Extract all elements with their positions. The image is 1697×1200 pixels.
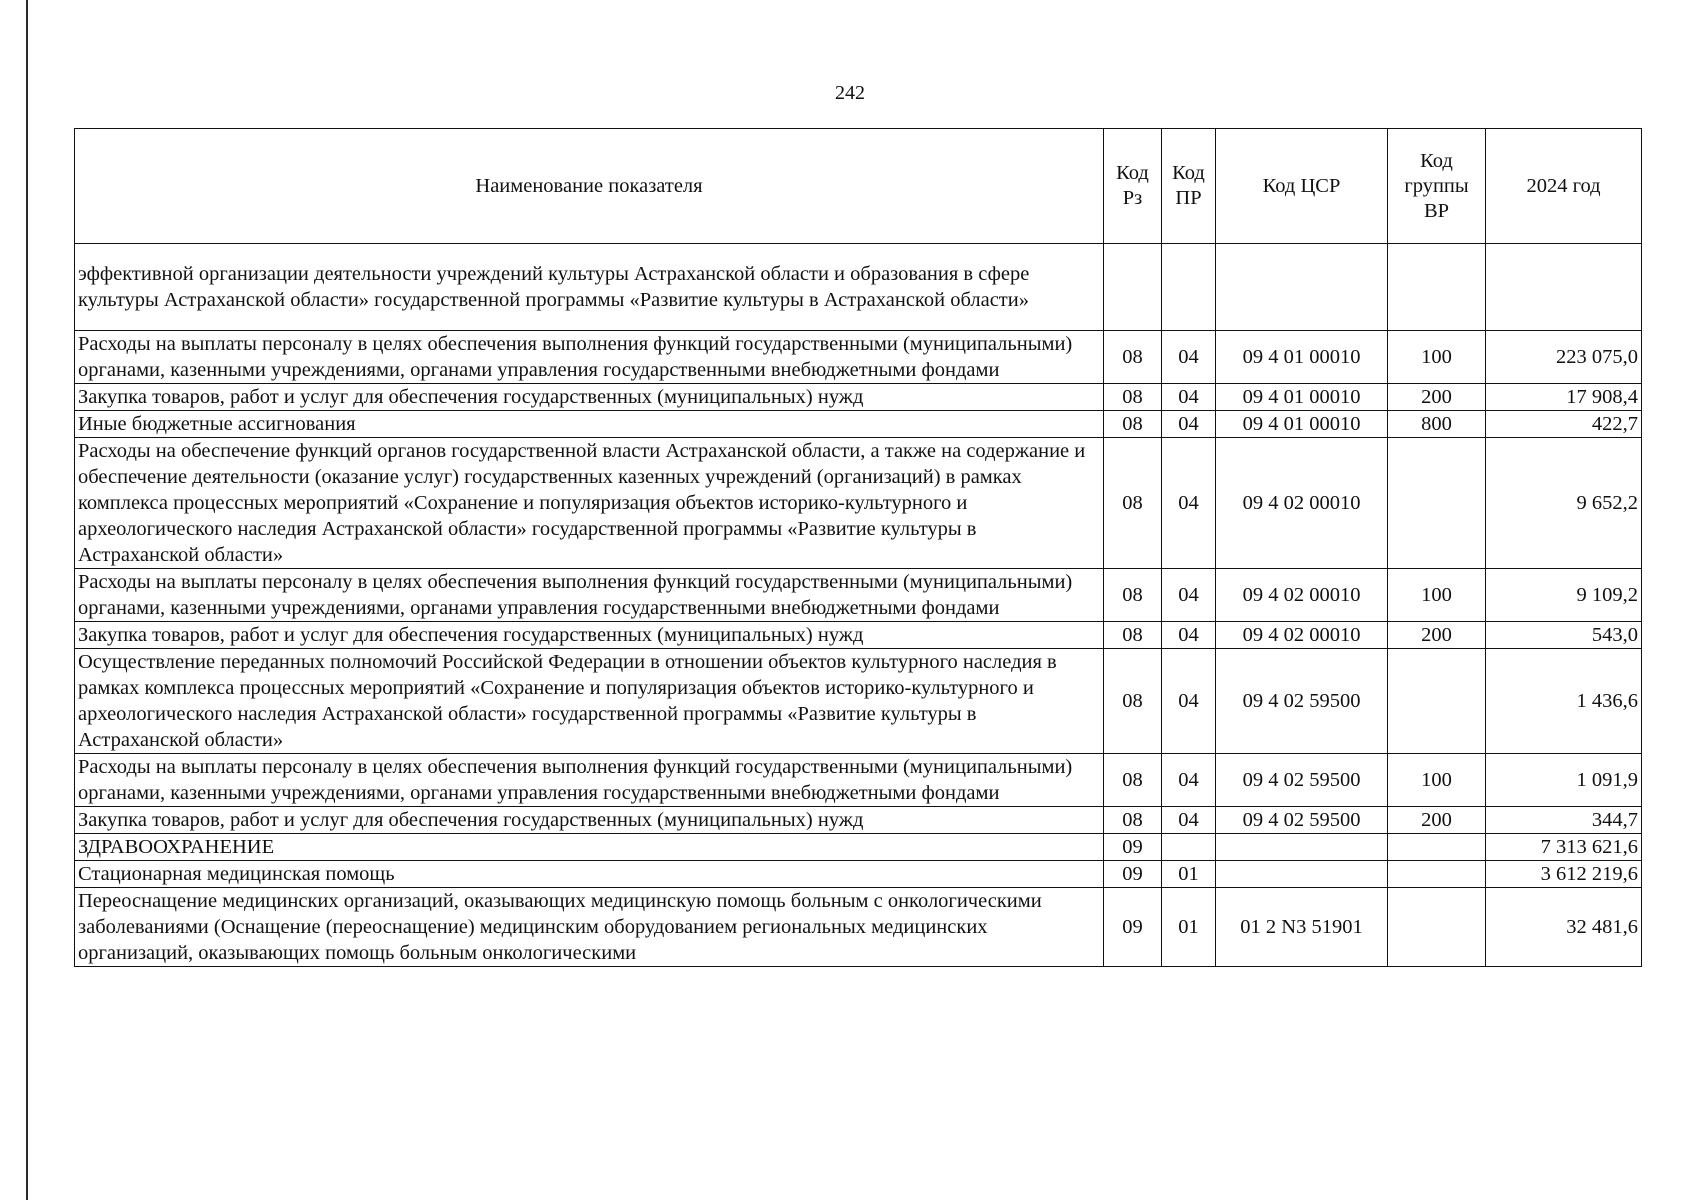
row-name: Расходы на обеспечение функций органов государственной власти Астраханской области, а также на содержание и обеспечение деятельности (оказание услуг) государственных казенных учреждений (организаций) в рамках комплекса процессных мероприятий «Сохранение и популяризация объектов историко-культурного и археологического наследия Астраханской области» государственной программы «Развитие культуры в Астраханской области»: [75, 438, 1104, 569]
row-vr: 100: [1388, 331, 1486, 384]
table-row: [75, 569, 1642, 622]
left-margin-rule: [26, 0, 28, 1200]
row-csr: [1216, 244, 1388, 331]
row-sum: 1 091,9: [1486, 754, 1642, 807]
row-rz: 08: [1104, 569, 1162, 622]
table-row: [75, 807, 1642, 834]
row-rz: 09: [1104, 861, 1162, 888]
row-name: Переоснащение медицинских организаций, оказывающих медицинскую помощь больным с онкологическими заболеваниями (Оснащение (переоснащение) медицинским оборудованием региональных медицинских организаций, оказывающих помощь больным онкологическими: [75, 888, 1104, 967]
row-vr: 200: [1388, 622, 1486, 649]
table-row: [75, 754, 1642, 807]
row-pr: 04: [1162, 438, 1216, 569]
row-sum: 17 908,4: [1486, 384, 1642, 411]
table-row: [75, 861, 1642, 888]
row-pr: 04: [1162, 569, 1216, 622]
row-vr: [1388, 861, 1486, 888]
row-pr: 01: [1162, 888, 1216, 967]
header-rz: Код Рз: [1104, 129, 1162, 244]
row-sum: 3 612 219,6: [1486, 861, 1642, 888]
row-csr: 09 4 02 59500: [1216, 649, 1388, 754]
row-name: Иные бюджетные ассигнования: [75, 411, 1104, 438]
row-vr: 200: [1388, 807, 1486, 834]
row-rz: 09: [1104, 834, 1162, 861]
row-name: ЗДРАВООХРАНЕНИЕ: [75, 834, 1104, 861]
row-name: Осуществление переданных полномочий Российской Федерации в отношении объектов культурного наследия в рамках комплекса процессных мероприятий «Сохранение и популяризация объектов историко-культурного и археологического наследия Астраханской области» государственной программы «Развитие культуры в Астраханской области»: [75, 649, 1104, 754]
row-name: Закупка товаров, работ и услуг для обеспечения государственных (муниципальных) нужд: [75, 807, 1104, 834]
row-vr: [1388, 888, 1486, 967]
row-csr: 09 4 01 00010: [1216, 331, 1388, 384]
row-name: Закупка товаров, работ и услуг для обеспечения государственных (муниципальных) нужд: [75, 622, 1104, 649]
row-rz: 08: [1104, 807, 1162, 834]
header-name: Наименование показателя: [75, 129, 1104, 244]
table-body: [75, 244, 1642, 967]
table-row: [75, 649, 1642, 754]
row-csr: 09 4 01 00010: [1216, 384, 1388, 411]
row-name: Расходы на выплаты персоналу в целях обеспечения выполнения функций государственными (муниципальными) органами, казенными учреждениями, органами управления государственными внебюджетными фондами: [75, 331, 1104, 384]
row-name: Закупка товаров, работ и услуг для обеспечения государственных (муниципальных) нужд: [75, 384, 1104, 411]
budget-table: [74, 128, 1642, 967]
row-vr: [1388, 244, 1486, 331]
header-vr: Код группы ВР: [1388, 129, 1486, 244]
header-csr: Код ЦСР: [1216, 129, 1388, 244]
row-pr: [1162, 834, 1216, 861]
table-row: [75, 438, 1642, 569]
row-pr: 04: [1162, 754, 1216, 807]
row-rz: [1104, 244, 1162, 331]
row-csr: 09 4 02 59500: [1216, 754, 1388, 807]
row-csr: 09 4 02 00010: [1216, 622, 1388, 649]
row-csr: 09 4 02 59500: [1216, 807, 1388, 834]
row-sum: 422,7: [1486, 411, 1642, 438]
header-year: 2024 год: [1486, 129, 1642, 244]
row-csr: 09 4 02 00010: [1216, 569, 1388, 622]
row-vr: 100: [1388, 569, 1486, 622]
row-rz: 08: [1104, 331, 1162, 384]
row-rz: 09: [1104, 888, 1162, 967]
row-sum: 32 481,6: [1486, 888, 1642, 967]
row-csr: [1216, 861, 1388, 888]
row-pr: 04: [1162, 411, 1216, 438]
row-pr: 04: [1162, 331, 1216, 384]
row-name: Расходы на выплаты персоналу в целях обеспечения выполнения функций государственными (муниципальными) органами, казенными учреждениями, органами управления государственными внебюджетными фондами: [75, 754, 1104, 807]
row-pr: 04: [1162, 649, 1216, 754]
row-csr: [1216, 834, 1388, 861]
header-pr: Код ПР: [1162, 129, 1216, 244]
row-vr: [1388, 438, 1486, 569]
row-rz: 08: [1104, 649, 1162, 754]
table-row: [75, 331, 1642, 384]
row-sum: [1486, 244, 1642, 331]
row-rz: 08: [1104, 384, 1162, 411]
row-rz: 08: [1104, 438, 1162, 569]
row-csr: 01 2 N3 51901: [1216, 888, 1388, 967]
table-row: [75, 411, 1642, 438]
row-sum: 223 075,0: [1486, 331, 1642, 384]
page-number: 242: [835, 82, 865, 104]
row-pr: 04: [1162, 622, 1216, 649]
row-vr: 100: [1388, 754, 1486, 807]
row-sum: 9 109,2: [1486, 569, 1642, 622]
table-row: [75, 622, 1642, 649]
row-vr: [1388, 649, 1486, 754]
table-row: [75, 244, 1642, 331]
header-row: [75, 129, 1642, 244]
table-row: [75, 888, 1642, 967]
row-name: Стационарная медицинская помощь: [75, 861, 1104, 888]
row-rz: 08: [1104, 754, 1162, 807]
row-vr: [1388, 834, 1486, 861]
row-csr: 09 4 01 00010: [1216, 411, 1388, 438]
row-pr: 01: [1162, 861, 1216, 888]
table-row: [75, 384, 1642, 411]
row-csr: 09 4 02 00010: [1216, 438, 1388, 569]
row-rz: 08: [1104, 622, 1162, 649]
row-rz: 08: [1104, 411, 1162, 438]
row-sum: 7 313 621,6: [1486, 834, 1642, 861]
row-vr: 800: [1388, 411, 1486, 438]
row-sum: 543,0: [1486, 622, 1642, 649]
row-sum: 9 652,2: [1486, 438, 1642, 569]
table-header: [75, 129, 1642, 244]
row-vr: 200: [1388, 384, 1486, 411]
row-sum: 1 436,6: [1486, 649, 1642, 754]
table-row: [75, 834, 1642, 861]
row-sum: 344,7: [1486, 807, 1642, 834]
row-name: эффективной организации деятельности учреждений культуры Астраханской области и образования в сфере культуры Астраханской области» государственной программы «Развитие культуры в Астраханской области»: [75, 244, 1104, 331]
row-pr: 04: [1162, 807, 1216, 834]
row-pr: [1162, 244, 1216, 331]
row-name: Расходы на выплаты персоналу в целях обеспечения выполнения функций государственными (муниципальными) органами, казенными учреждениями, органами управления государственными внебюджетными фондами: [75, 569, 1104, 622]
row-pr: 04: [1162, 384, 1216, 411]
